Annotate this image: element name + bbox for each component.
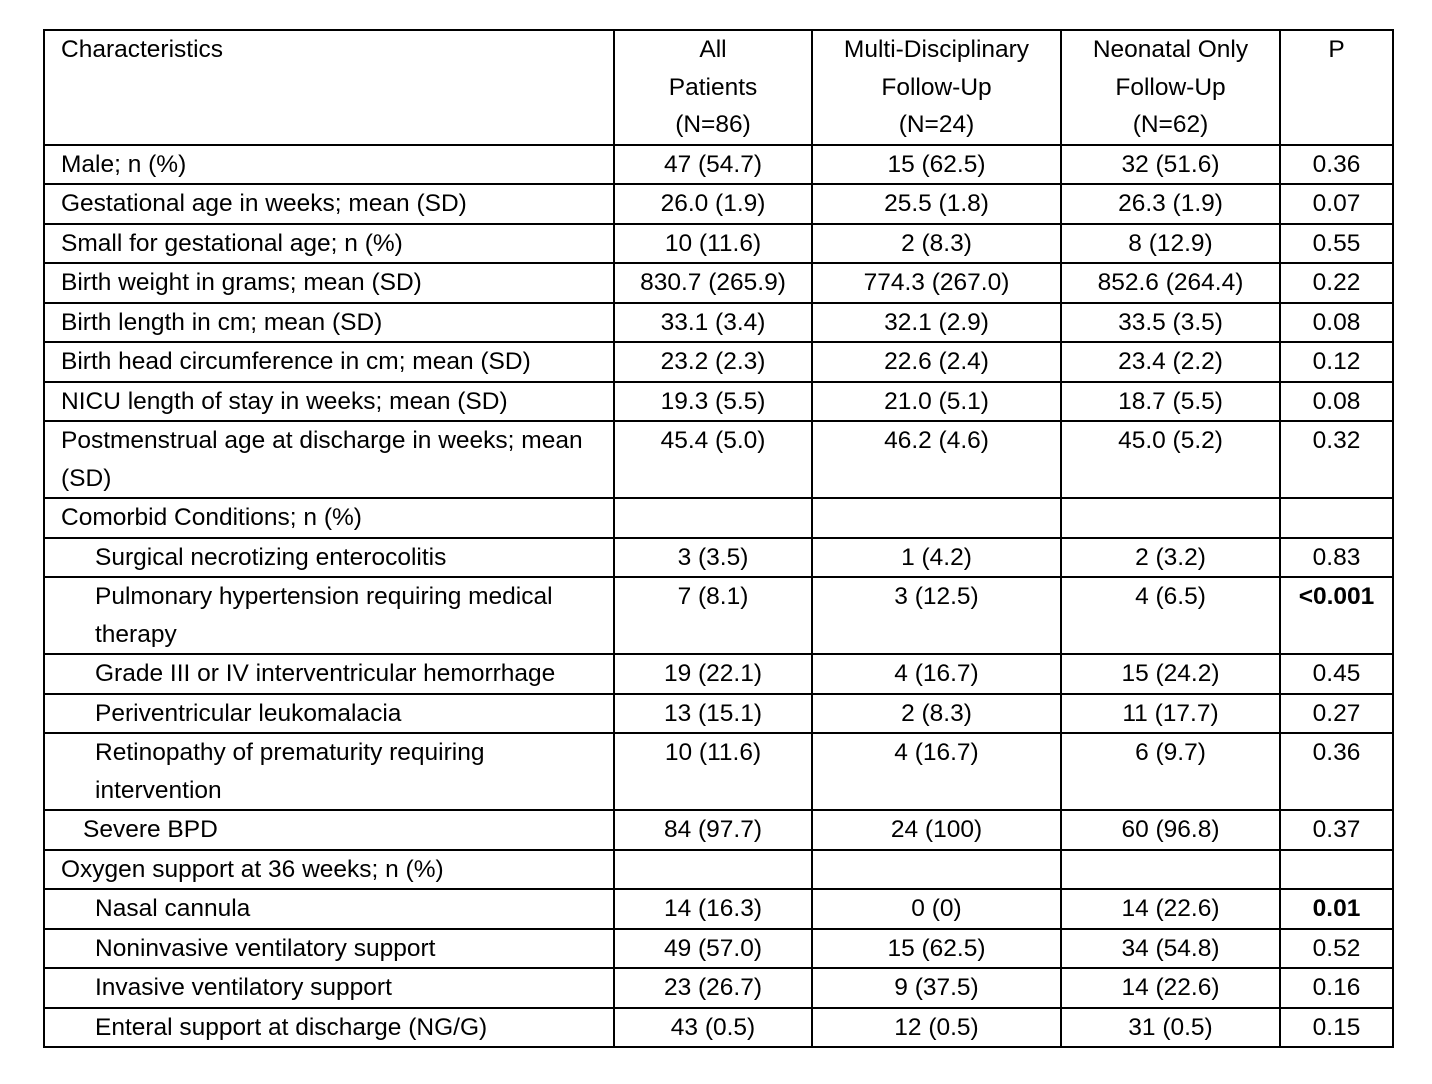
cell-all: 45.4 (5.0) [614, 421, 812, 498]
cell-multi [812, 850, 1061, 890]
cell-all: 830.7 (265.9) [614, 263, 812, 303]
cell-neonatal: 14 (22.6) [1061, 889, 1280, 929]
cell-neonatal: 26.3 (1.9) [1061, 184, 1280, 224]
table-row [44, 538, 1393, 578]
cell-all: 23 (26.7) [614, 968, 812, 1008]
cell-all: 33.1 (3.4) [614, 303, 812, 343]
row-label: Birth length in cm; mean (SD) [44, 303, 614, 343]
row-label: Periventricular leukomalacia [44, 694, 614, 734]
header-multi-line-3: (N=24) [898, 111, 975, 138]
cell-p: 0.45 [1280, 654, 1393, 694]
header-multi-disciplinary [812, 30, 1061, 145]
row-label: Severe BPD [44, 810, 614, 850]
row-label: Gestational age in weeks; mean (SD) [44, 184, 614, 224]
row-label: Birth weight in grams; mean (SD) [44, 263, 614, 303]
cell-all: 19.3 (5.5) [614, 382, 812, 422]
cell-all: 84 (97.7) [614, 810, 812, 850]
cell-all: 47 (54.7) [614, 145, 812, 185]
characteristics-table-container [43, 29, 1394, 1048]
row-label: Small for gestational age; n (%) [44, 224, 614, 264]
row-label: Nasal cannula [44, 889, 614, 929]
cell-neonatal: 32 (51.6) [1061, 145, 1280, 185]
cell-multi: 46.2 (4.6) [812, 421, 1061, 498]
row-label: Enteral support at discharge (NG/G) [44, 1008, 614, 1048]
cell-neonatal: 4 (6.5) [1061, 577, 1280, 654]
table-row [44, 263, 1393, 303]
table-row [44, 421, 1393, 498]
header-neonatal-line-2: Follow-Up [1115, 73, 1226, 101]
cell-multi: 21.0 (5.1) [812, 382, 1061, 422]
cell-all: 43 (0.5) [614, 1008, 812, 1048]
cell-multi: 2 (8.3) [812, 694, 1061, 734]
cell-all [614, 850, 812, 890]
row-label: Male; n (%) [44, 145, 614, 185]
cell-p: 0.36 [1280, 733, 1393, 810]
row-label: Postmenstrual age at discharge in weeks; mean (SD) [44, 421, 614, 498]
cell-p-significant: 0.01 [1280, 889, 1393, 929]
row-label: Birth head circumference in cm; mean (SD) [44, 342, 614, 382]
table-row [44, 694, 1393, 734]
header-p-value: P [1280, 30, 1393, 145]
cell-all: 49 (57.0) [614, 929, 812, 969]
cell-multi: 9 (37.5) [812, 968, 1061, 1008]
cell-all [614, 498, 812, 538]
row-label: Noninvasive ventilatory support [44, 929, 614, 969]
cell-p-significant: <0.001 [1280, 577, 1393, 654]
table-row [44, 303, 1393, 343]
header-neonatal-only [1061, 30, 1280, 145]
cell-p: 0.52 [1280, 929, 1393, 969]
cell-all: 14 (16.3) [614, 889, 812, 929]
table-row-section [44, 850, 1393, 890]
cell-all: 26.0 (1.9) [614, 184, 812, 224]
cell-p: 0.27 [1280, 694, 1393, 734]
header-all-line-3: (N=86) [675, 111, 751, 138]
table-row [44, 733, 1393, 810]
cell-neonatal: 11 (17.7) [1061, 694, 1280, 734]
table-header-row [44, 30, 1393, 145]
cell-multi: 0 (0) [812, 889, 1061, 929]
cell-all: 3 (3.5) [614, 538, 812, 578]
header-all-patients [614, 30, 812, 145]
cell-p: 0.08 [1280, 382, 1393, 422]
cell-p: 0.55 [1280, 224, 1393, 264]
table-row [44, 968, 1393, 1008]
row-label: Pulmonary hypertension requiring medical therapy [44, 577, 614, 654]
cell-neonatal: 31 (0.5) [1061, 1008, 1280, 1048]
cell-neonatal: 23.4 (2.2) [1061, 342, 1280, 382]
cell-p [1280, 498, 1393, 538]
cell-all: 10 (11.6) [614, 733, 812, 810]
cell-p: 0.15 [1280, 1008, 1393, 1048]
row-label: Invasive ventilatory support [44, 968, 614, 1008]
cell-neonatal: 14 (22.6) [1061, 968, 1280, 1008]
table-row [44, 342, 1393, 382]
cell-p: 0.36 [1280, 145, 1393, 185]
section-label: Comorbid Conditions; n (%) [44, 498, 614, 538]
cell-neonatal: 852.6 (264.4) [1061, 263, 1280, 303]
section-label: Oxygen support at 36 weeks; n (%) [44, 850, 614, 890]
cell-multi: 12 (0.5) [812, 1008, 1061, 1048]
cell-neonatal: 45.0 (5.2) [1061, 421, 1280, 498]
table-row [44, 810, 1393, 850]
cell-multi: 22.6 (2.4) [812, 342, 1061, 382]
cell-multi: 15 (62.5) [812, 929, 1061, 969]
cell-neonatal [1061, 498, 1280, 538]
cell-neonatal: 15 (24.2) [1061, 654, 1280, 694]
cell-neonatal: 33.5 (3.5) [1061, 303, 1280, 343]
row-label: Grade III or IV interventricular hemorrhage [44, 654, 614, 694]
table-row [44, 577, 1393, 654]
cell-multi: 25.5 (1.8) [812, 184, 1061, 224]
cell-p: 0.08 [1280, 303, 1393, 343]
cell-neonatal: 60 (96.8) [1061, 810, 1280, 850]
cell-all: 10 (11.6) [614, 224, 812, 264]
cell-p: 0.37 [1280, 810, 1393, 850]
cell-multi: 2 (8.3) [812, 224, 1061, 264]
cell-multi: 774.3 (267.0) [812, 263, 1061, 303]
cell-multi: 4 (16.7) [812, 733, 1061, 810]
cell-multi: 32.1 (2.9) [812, 303, 1061, 343]
cell-multi: 1 (4.2) [812, 538, 1061, 578]
cell-multi: 3 (12.5) [812, 577, 1061, 654]
cell-p: 0.07 [1280, 184, 1393, 224]
table-row [44, 1008, 1393, 1048]
table-row [44, 929, 1393, 969]
cell-neonatal: 8 (12.9) [1061, 224, 1280, 264]
row-label: NICU length of stay in weeks; mean (SD) [44, 382, 614, 422]
header-all-line-1: All [699, 36, 727, 63]
header-multi-line-2: Follow-Up [881, 73, 992, 101]
cell-p [1280, 850, 1393, 890]
cell-neonatal: 2 (3.2) [1061, 538, 1280, 578]
row-label: Surgical necrotizing enterocolitis [44, 538, 614, 578]
table-row [44, 654, 1393, 694]
cell-multi: 15 (62.5) [812, 145, 1061, 185]
row-label: Retinopathy of prematurity requiring intervention [44, 733, 614, 810]
header-neonatal-line-3: (N=62) [1132, 111, 1209, 138]
header-multi-line-1: Multi-Disciplinary [843, 36, 1030, 63]
cell-multi: 4 (16.7) [812, 654, 1061, 694]
cell-all: 7 (8.1) [614, 577, 812, 654]
table-row [44, 224, 1393, 264]
table-row [44, 184, 1393, 224]
cell-p: 0.83 [1280, 538, 1393, 578]
characteristics-table [43, 29, 1394, 1048]
cell-neonatal: 18.7 (5.5) [1061, 382, 1280, 422]
header-neonatal-line-1: Neonatal Only [1092, 36, 1249, 63]
cell-neonatal: 6 (9.7) [1061, 733, 1280, 810]
cell-p: 0.12 [1280, 342, 1393, 382]
cell-p: 0.16 [1280, 968, 1393, 1008]
cell-p: 0.22 [1280, 263, 1393, 303]
cell-p: 0.32 [1280, 421, 1393, 498]
table-row [44, 889, 1393, 929]
header-characteristics: Characteristics [44, 30, 614, 145]
cell-all: 13 (15.1) [614, 694, 812, 734]
table-row [44, 382, 1393, 422]
cell-multi [812, 498, 1061, 538]
header-all-line-2: Patients [668, 73, 758, 101]
table-row-section [44, 498, 1393, 538]
cell-all: 19 (22.1) [614, 654, 812, 694]
cell-neonatal [1061, 850, 1280, 890]
table-row [44, 145, 1393, 185]
cell-neonatal: 34 (54.8) [1061, 929, 1280, 969]
cell-multi: 24 (100) [812, 810, 1061, 850]
cell-all: 23.2 (2.3) [614, 342, 812, 382]
